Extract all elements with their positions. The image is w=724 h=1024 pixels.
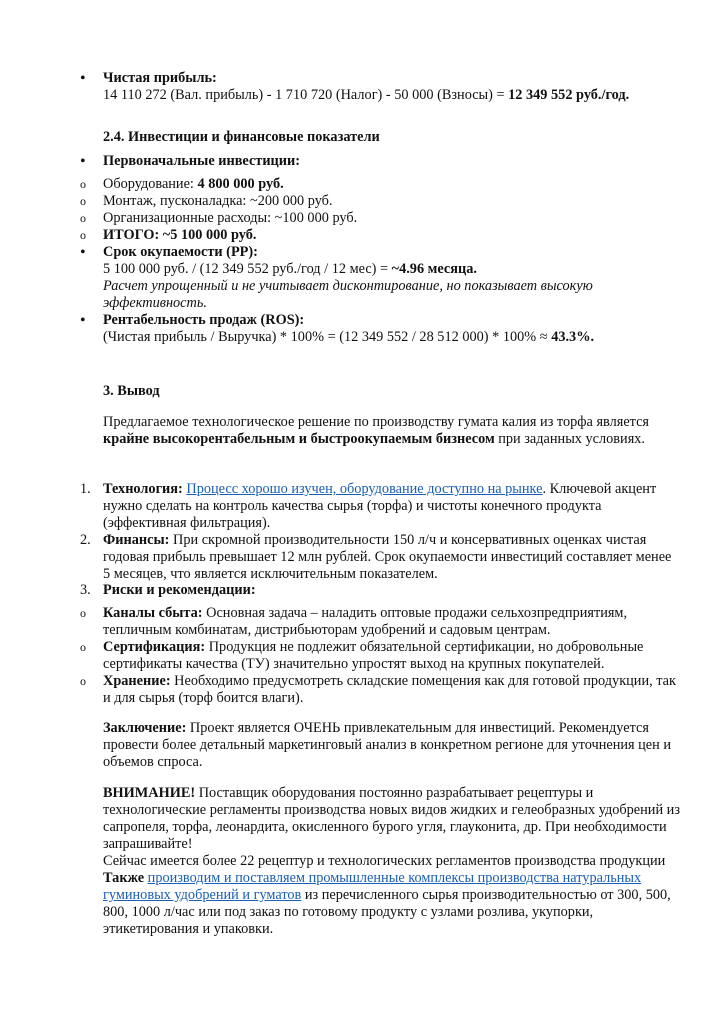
equipment-value: 4 800 000 руб. (197, 176, 284, 192)
payback-formula: 5 100 000 руб. / (12 349 552 руб./год / 12 мес) = (103, 261, 392, 277)
payback-note: Расчет упрощенный и не учитывает дисконтирование, но показывает высокую эффективность. (103, 278, 593, 311)
also-label: Также (103, 870, 145, 886)
conclusion-technology (103, 481, 673, 532)
net-profit-result: 12 349 552 руб./год. (508, 87, 630, 103)
bullet (80, 244, 98, 262)
final-label: Заключение: (103, 720, 187, 736)
certification-text: Продукция не подлежит обязательной сертификации, но добровольные сертификаты качества (ТУ) значительно упростят выход на крупных покупателей. (103, 639, 644, 672)
list-number: 2. (80, 532, 91, 548)
final-text: Проект является ОЧЕНЬ привлекательным для инвестиций. Рекомендуется провести более детальный маркетинговый анализ в конкретном регионе для уточнения цен и объемов спроса. (103, 720, 672, 770)
investments-heading-text: Первоначальные инвестиции: (103, 153, 301, 169)
certification-label: Сертификация: (103, 639, 206, 655)
final-conclusion (103, 720, 681, 771)
equipment-label: Оборудование: (103, 176, 198, 192)
payback-heading: Срок окупаемости (PP): (103, 244, 258, 260)
conclusion-finance (103, 532, 673, 583)
technology-link[interactable]: Процесс хорошо изучен, оборудование доступно на рынке (186, 481, 543, 497)
ros-heading: Рентабельность продаж (ROS): (103, 312, 305, 328)
finance-label: Финансы: (103, 532, 170, 548)
sales-label: Каналы сбыта: (103, 605, 203, 621)
ros-formula: (Чистая прибыль / Выручка) * 100% = (12 349 552 / 28 512 000) * 100% ≈ (103, 329, 552, 345)
also-text: из перечисленного сырья производительностью от 300, 500, 800, 1000 л/час или под заказ по готовому продукту с узлами розлива, укупорки, этикетирования и упаковки. (103, 887, 671, 937)
net-profit-formula: 14 110 272 (Вал. прибыль) - 1 710 720 (Налог) - 50 000 (Взносы) = (103, 87, 509, 103)
payback (103, 244, 683, 312)
risks-label: Риски и рекомендации: (103, 582, 256, 598)
sub-bullet (80, 605, 98, 622)
intro-end: при заданных условиях. (494, 431, 646, 447)
sub-bullet (80, 227, 98, 244)
section-3-intro (103, 414, 675, 448)
attention-text: Поставщик оборудования постоянно разрабатывает рецептуры и технологические регламенты производства новых видов жидких и гелеобразных удобрений из сапропеля, торфа, леонардита, окисленного бурого угля, глауконита, др. При необходимости запрашивайте! (103, 785, 680, 852)
bullet (80, 70, 98, 88)
section-3-title-text: 3. Вывод (103, 383, 160, 399)
storage-text: Необходимо предусмотреть складские помещения как для готовой продукции, так и для сырья (торф боится влаги). (103, 673, 676, 706)
bullet (80, 153, 98, 171)
intro-bold: крайне высокорентабельным и быстроокупаемым бизнесом (103, 431, 495, 447)
net-profit (103, 70, 683, 104)
sub-bullet (80, 193, 98, 210)
sub-bullet (80, 673, 98, 690)
sub-bullet (80, 176, 98, 193)
sales-text: Основная задача – наладить оптовые продажи сельхозпредприятиям, тепличным комбинатам, дистрибьюторам удобрений и садовым центрам. (103, 605, 628, 638)
list-number: 1. (80, 481, 91, 497)
attention-block (103, 785, 681, 938)
section-2-4-title (103, 129, 683, 146)
attention-label: ВНИМАНИЕ! (103, 785, 196, 801)
storage-label: Хранение: (103, 673, 171, 689)
total-line (103, 227, 683, 244)
conclusion-risks (103, 582, 683, 599)
ros-result: 43.3%. (551, 329, 595, 345)
technology-text: . Ключевой акцент нужно сделать на контроль качества сырья (торфа) и чистоты конечного продукта (эффективная фильтрация). (103, 481, 657, 531)
section-3-title (103, 383, 683, 400)
complexes-link[interactable]: производим и поставляем промышленные комплексы производства натуральных гуминовых удобрений и гуматов (103, 870, 642, 903)
risk-storage (103, 673, 683, 707)
payback-result: ~4.96 месяца. (391, 261, 477, 277)
finance-text: При скромной производительности 150 л/ч и консервативных оценках чистая годовая прибыль превышает 12 млн рублей. Срок окупаемости инвестиций составляет менее 5 месяцев, что является исключительным показателем. (103, 532, 672, 582)
sub-bullet (80, 639, 98, 656)
total-text: ИТОГО: ~5 100 000 руб. (103, 227, 257, 243)
installation-line: Монтаж, пусконаладка: ~200 000 руб. (103, 193, 333, 209)
risk-sales (103, 605, 675, 639)
net-profit-heading: Чистая прибыль: (103, 70, 217, 86)
risk-certification (103, 639, 675, 673)
investments-heading (103, 153, 683, 170)
list-number: 3. (80, 582, 91, 598)
sub-bullet (80, 210, 98, 227)
organizational-line: Организационные расходы: ~100 000 руб. (103, 210, 358, 226)
technology-label: Технология: (103, 481, 183, 497)
section-2-4-title-text: 2.4. Инвестиции и финансовые показатели (103, 129, 380, 145)
equipment-line (103, 176, 683, 193)
attention-recipes: Сейчас имеется более 22 рецептур и технологических регламентов производства продукции (103, 853, 666, 869)
bullet (80, 312, 98, 330)
intro-start: Предлагаемое технологическое решение по производству гумата калия из торфа является (103, 414, 650, 430)
ros (103, 312, 683, 346)
